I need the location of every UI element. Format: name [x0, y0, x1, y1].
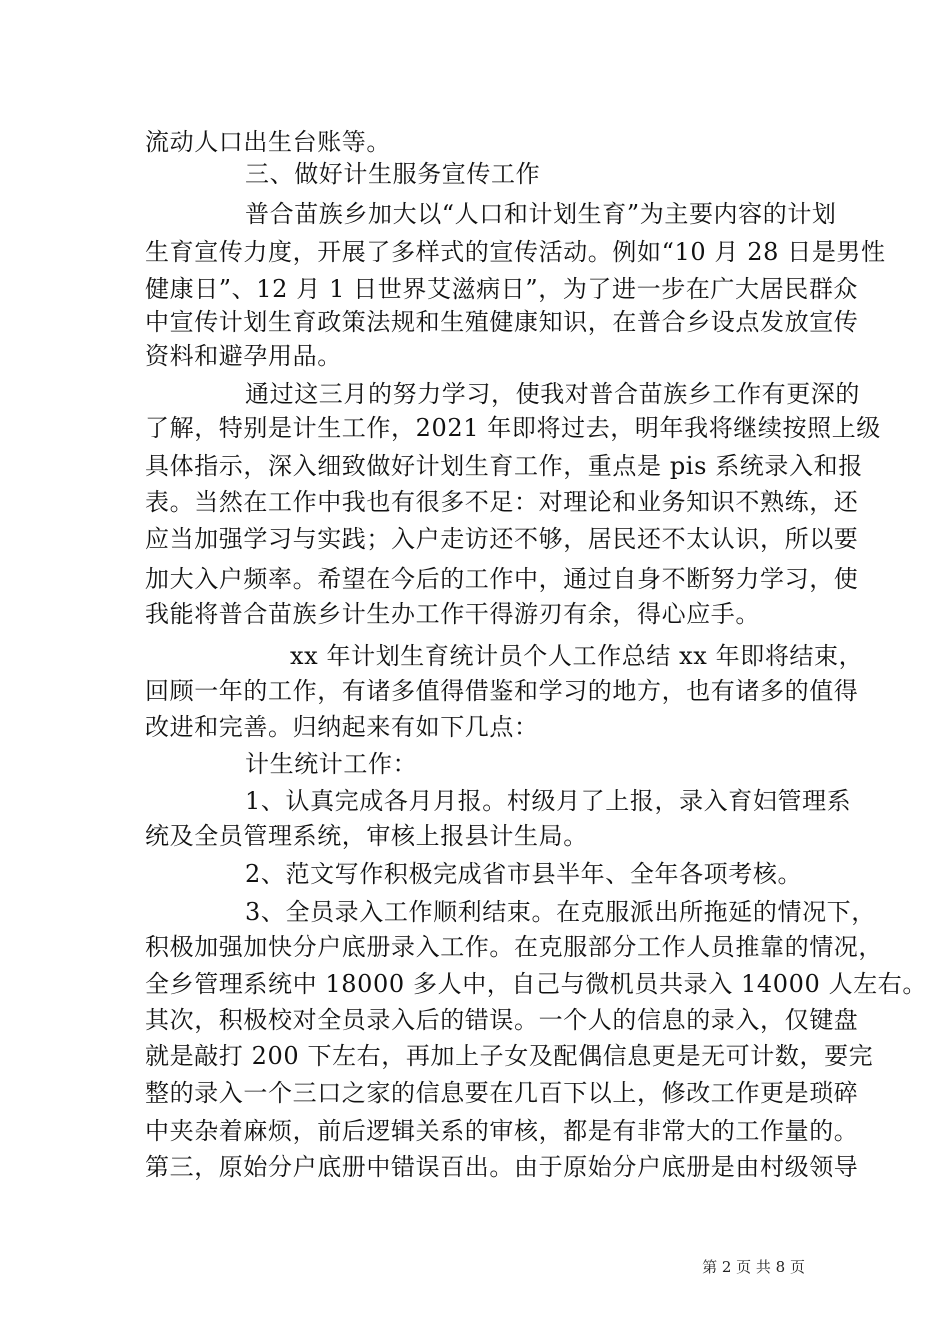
text-line: 普合苗族乡加大以“人口和计划生育”为主要内容的计划 — [245, 200, 837, 228]
text-line: 积极加强加快分户底册录入工作。在克服部分工作人员推靠的情况， — [145, 933, 883, 961]
text-line: 资料和避孕用品。 — [145, 342, 342, 370]
text-line: 中夹杂着麻烦，前后逻辑关系的审核，都是有非常大的工作量的。 — [145, 1117, 859, 1145]
text-line: 统及全员管理系统，审核上报县计生局。 — [145, 822, 588, 850]
text-line: xx 年计划生育统计员个人工作总结 xx 年即将结束， — [290, 642, 864, 670]
section-heading: 三、做好计生服务宣传工作 — [245, 160, 541, 188]
text-line: 具体指示，深入细致做好计划生育工作，重点是 pis 系统录入和报 — [145, 452, 863, 480]
text-line: 应当加强学习与实践；入户走访还不够，居民还不太认识，所以要 — [145, 525, 859, 553]
list-item: 2、范文写作积极完成省市县半年、全年各项考核。 — [245, 860, 803, 888]
text-line: 表。当然在工作中我也有很多不足：对理论和业务知识不熟练，还 — [145, 488, 859, 516]
text-line: 流动人口出生台账等。 — [145, 128, 391, 156]
text-line: 第三，原始分户底册中错误百出。由于原始分户底册是由村级领导 — [145, 1153, 859, 1181]
text-line: 就是敲打 200 下左右，再加上子女及配偶信息更是无可计数，要完 — [145, 1042, 874, 1070]
text-line: 回顾一年的工作，有诸多值得借鉴和学习的地方，也有诸多的值得 — [145, 677, 859, 705]
text-line: 生育宣传力度，开展了多样式的宣传活动。例如“10 月 28 日是男性 — [145, 238, 886, 266]
list-item: 3、全员录入工作顺利结束。在克服派出所拖延的情况下， — [245, 898, 876, 926]
text-line: 加大入户频率。希望在今后的工作中，通过自身不断努力学习，使 — [145, 565, 859, 593]
section-heading: 计生统计工作： — [245, 750, 418, 778]
list-item: 1、认真完成各月月报。村级月了上报，录入育妇管理系 — [245, 787, 852, 815]
text-line: 整的录入一个三口之家的信息要在几百下以上，修改工作更是琐碎 — [145, 1079, 859, 1107]
text-line: 改进和完善。归纳起来有如下几点： — [145, 713, 539, 741]
text-line: 通过这三月的努力学习，使我对普合苗族乡工作有更深的 — [245, 380, 860, 408]
text-line: 健康日”、12 月 1 日世界艾滋病日”，为了进一步在广大居民群众 — [145, 275, 859, 303]
page-number: 第 2 页 共 8 页 — [702, 1258, 805, 1276]
text-line: 我能将普合苗族乡计生办工作干得游刃有余，得心应手。 — [145, 600, 760, 628]
text-line: 了解，特别是计生工作，2021 年即将过去，明年我将继续按照上级 — [145, 414, 881, 442]
text-line: 全乡管理系统中 18000 多人中，自己与微机员共录入 14000 人左右。 — [145, 970, 928, 998]
text-line: 中宣传计划生育政策法规和生殖健康知识，在普合乡设点发放宣传 — [145, 308, 859, 336]
text-line: 其次，积极校对全员录入后的错误。一个人的信息的录入，仅键盘 — [145, 1006, 859, 1034]
